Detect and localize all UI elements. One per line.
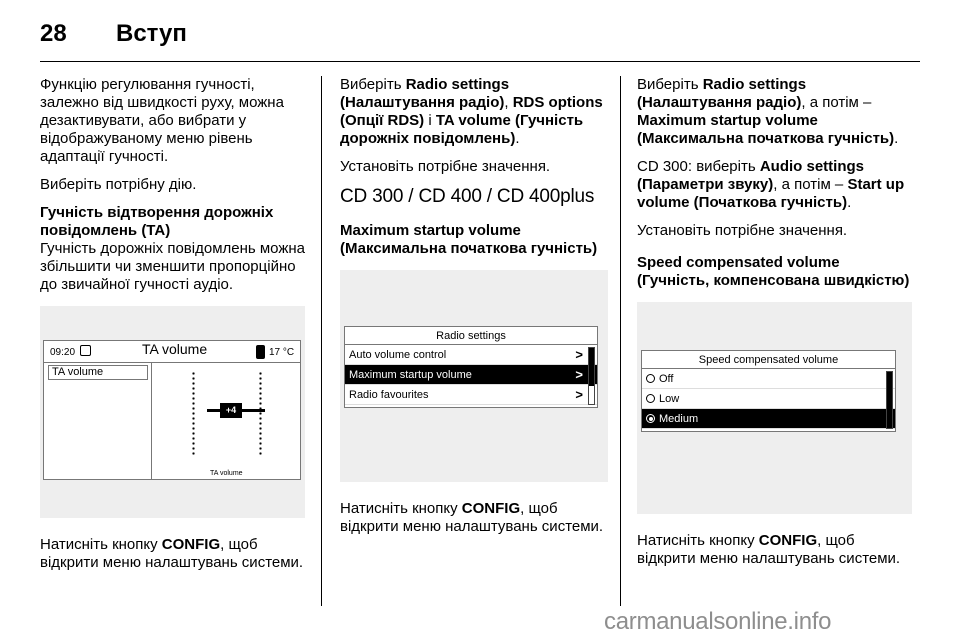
column-3: [637, 76, 912, 578]
option-off[interactable]: [642, 369, 895, 389]
press-config-pre: Натисніть кнопку: [637, 532, 759, 549]
column-divider-1: [321, 76, 322, 606]
radio-settings-title: Radio settings: [345, 327, 597, 345]
select-pre: Виберіть: [637, 76, 703, 93]
select-comma: ,: [504, 94, 513, 111]
temperature: 17 °C: [269, 347, 295, 358]
cd300-then: , а потім –: [773, 176, 848, 193]
column-divider-2: [620, 76, 621, 606]
press-config-post: , щоб відкрити меню налаштувань системи.: [340, 500, 604, 535]
column-1: [40, 76, 305, 582]
volume-scale-right: [259, 371, 262, 457]
config-button-label: CONFIG: [461, 500, 521, 517]
cd300-text: [637, 158, 912, 212]
press-config-post: , щоб відкрити меню налаштувань системи.: [40, 536, 304, 571]
radio-settings-label: Radio settings (Налаштування радіо): [340, 76, 510, 111]
cd300-pre: CD 300: виберіть: [637, 158, 760, 175]
choose-action-text: Виберіть потрібну дію.: [40, 176, 197, 193]
set-value-text: Установіть потрібне значення.: [637, 222, 848, 239]
select-end: .: [515, 130, 520, 147]
menu-item-label: Radio favourites: [349, 389, 429, 401]
page-title: Вступ: [116, 20, 187, 47]
option-label: Medium: [659, 413, 699, 425]
option-low[interactable]: [642, 389, 895, 409]
rds-options-label: RDS options (Опції RDS): [340, 94, 603, 129]
menu-item-max-startup[interactable]: [345, 365, 597, 385]
clock-icon: [80, 345, 91, 356]
ta-volume-body: Гучність дорожніх повідомлень можна збільшити чи зменшити пропорційно до звичайної гучності аудіо.: [40, 240, 306, 293]
radio-button-icon: [646, 394, 655, 403]
radio-button-icon: [646, 374, 655, 383]
ta-side-list: [44, 363, 152, 479]
select-and: і: [424, 112, 436, 129]
radio-settings-screenshot: [340, 270, 608, 482]
set-value-text: Установіть потрібне значення.: [340, 158, 551, 175]
thermometer-icon: [256, 345, 265, 359]
volume-slider-knob[interactable]: +4: [220, 403, 242, 418]
select-max-text: [637, 76, 912, 148]
select-then: , а потім –: [801, 94, 872, 111]
chevron-right-icon: >: [575, 367, 583, 382]
startup-volume-label: Start up volume (Початкова гучність): [637, 176, 905, 211]
clock-time: 09:20: [50, 347, 76, 358]
menu-item-label: Maximum startup volume: [349, 369, 472, 381]
page-header: [40, 14, 920, 64]
press-config-text: [637, 532, 912, 568]
select-rds-text: [340, 76, 608, 148]
header-divider: [40, 61, 920, 62]
speed-compensated-screenshot: [637, 302, 912, 514]
radio-button-selected-icon: [646, 414, 655, 423]
menu-item-radio-favourites[interactable]: [345, 385, 597, 405]
menu-item-auto-volume[interactable]: [345, 345, 597, 365]
ta-volume-label: TA volume (Гучність дорожніх повідомлень): [340, 112, 584, 147]
chevron-right-icon: >: [575, 387, 583, 402]
volume-scale-left: [192, 371, 195, 457]
option-label: Off: [659, 373, 674, 385]
option-medium[interactable]: [642, 409, 895, 429]
press-config-pre: Натисніть кнопку: [340, 500, 462, 517]
press-config-post: , щоб відкрити меню налаштувань системи.: [637, 532, 901, 567]
radio-settings-screen: [344, 326, 598, 408]
press-config-pre: Натисніть кнопку: [40, 536, 162, 553]
ta-status-bar: [44, 341, 300, 363]
press-config-text: [340, 500, 608, 536]
audio-settings-label: Audio settings (Параметри звуку): [637, 158, 865, 193]
config-button-label: CONFIG: [758, 532, 818, 549]
ta-list-item[interactable]: TA volume: [48, 365, 148, 380]
speed-screen-title: Speed compensated volume: [642, 351, 895, 369]
scrollbar[interactable]: [588, 347, 595, 405]
select-end: .: [894, 130, 899, 147]
max-startup-label: Maximum startup volume (Максимальна початкова гучність): [637, 112, 895, 147]
ta-volume-screen: [43, 340, 301, 480]
scrollbar-thumb[interactable]: [887, 372, 892, 428]
ta-volume-screenshot: [40, 306, 305, 518]
config-button-label: CONFIG: [161, 536, 221, 553]
watermark: carmanualsonline.info: [604, 608, 832, 635]
ta-volume-caption: TA volume: [210, 470, 243, 477]
chevron-right-icon: >: [575, 347, 583, 362]
page-number: 28: [40, 20, 67, 47]
intro-paragraph: Функцію регулювання гучності, залежно від швидкості руху, можна дезактивувати, або вибрати у відображуваному меню рівень адаптації гучності.: [40, 76, 284, 165]
ta-screen-title: TA volume: [142, 341, 208, 357]
max-startup-heading: Maximum startup volume (Максимальна початкова гучність): [340, 222, 598, 257]
speed-compensated-heading: Speed compensated volume (Гучність, компенсована швидкістю): [637, 254, 910, 289]
option-label: Low: [659, 393, 680, 405]
ta-volume-heading: Гучність відтворення дорожніх повідомлень (TA): [40, 204, 274, 239]
select-pre: Виберіть: [340, 76, 406, 93]
press-config-text: [40, 536, 305, 572]
radio-settings-label: Radio settings (Налаштування радіо): [637, 76, 807, 111]
column-2: [340, 76, 608, 546]
menu-item-label: Auto volume control: [349, 349, 447, 361]
scrollbar[interactable]: [886, 371, 893, 429]
scrollbar-thumb[interactable]: [589, 348, 594, 386]
models-heading: CD 300 / CD 400 / CD 400plus: [340, 186, 595, 207]
cd300-end: .: [847, 194, 852, 211]
speed-compensated-screen: [641, 350, 896, 432]
